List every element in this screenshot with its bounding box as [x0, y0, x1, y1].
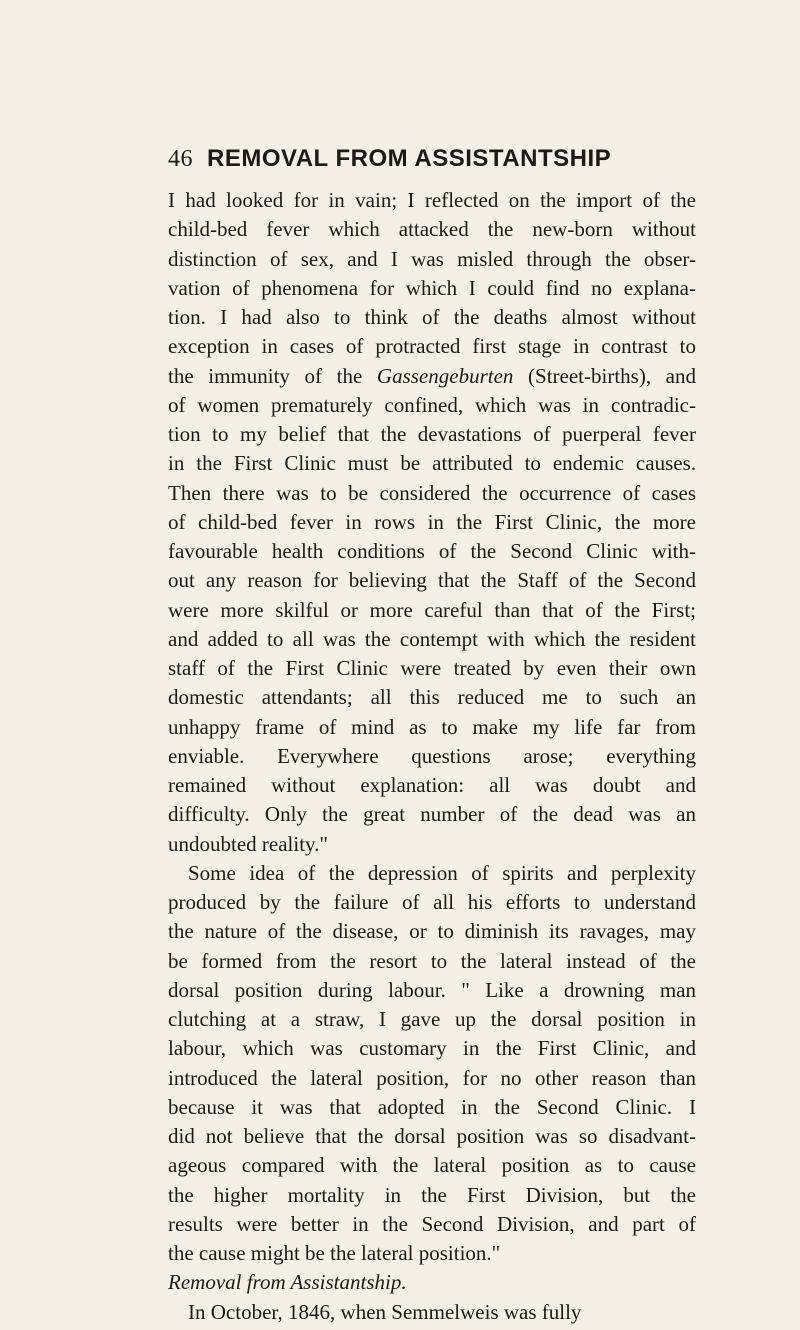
text-line: exception in cases of protracted first stage in contrast to [168, 334, 696, 359]
text-line [168, 362, 696, 391]
text-line: remained without explanation: all was doubt and [168, 773, 696, 797]
text-line: and added to all was the contempt with which the resident [168, 626, 696, 651]
text-line: because it was that adopted in the Second Clinic. I [168, 1094, 696, 1119]
paragraph-1 [168, 186, 696, 859]
text-line: of women prematurely confined, which was in contradic- [168, 392, 696, 417]
text-line: be formed from the resort to the lateral instead of the [168, 948, 696, 973]
text-line: results were better in the Second Division, and part of [168, 1211, 696, 1236]
text-line: in the First Clinic must be attributed to endemic causes. [168, 451, 696, 476]
text-line: out any reason for believing that the Staff of the Second [168, 568, 696, 593]
text-line: labour, which was customary in the First Clinic, and [168, 1036, 696, 1061]
text-line: staff of the First Clinic were treated by even their own [168, 656, 696, 680]
paragraph-2 [168, 859, 696, 1269]
text-line: difficulty. Only the great number of the dead was an [168, 802, 696, 827]
text-line: did not believe that the dorsal position was so disadvant- [168, 1124, 696, 1148]
text-line: were more skilful or more careful than that of the First; [168, 597, 696, 622]
text-line: child-bed fever which attacked the new-born without [168, 217, 696, 242]
text-segment: (Street-births), and [513, 363, 696, 388]
text-line: dorsal position during labour. " Like a drowning man [168, 977, 696, 1002]
running-title: REMOVAL FROM ASSISTANTSHIP [207, 145, 612, 172]
text-line: the nature of the disease, or to diminish its ravages, may [168, 919, 696, 944]
text-line: produced by the failure of all his efforts to understand [168, 890, 696, 914]
text-line: Then there was to be considered the occurrence of cases [168, 480, 696, 505]
text-line: tion. I had also to think of the deaths almost without [168, 305, 696, 329]
text-line: undoubted reality." [168, 831, 329, 856]
text-line: In October, 1846, when Semmelweis was fully [188, 1299, 582, 1324]
text-line: the cause might be the lateral position." [168, 1241, 501, 1265]
body-text [168, 186, 696, 1327]
text-line: the higher mortality in the First Division, but the [168, 1182, 696, 1207]
text-line: domestic attendants; all this reduced me to such an [168, 685, 696, 710]
running-header [168, 145, 611, 173]
paragraph-3 [168, 1298, 696, 1327]
text-line: ageous compared with the lateral position as to cause [168, 1153, 696, 1178]
text-segment: the immunity of the [168, 363, 377, 388]
text-line: introduced the lateral position, for no other reason than [168, 1065, 696, 1090]
page-number: 46 [168, 146, 193, 172]
text-line: I had looked for in vain; I reflected on the import of the [168, 188, 696, 212]
text-line: of child-bed fever in rows in the First Clinic, the more [168, 509, 696, 534]
text-line: Some idea of the depression of spirits and perplexity [188, 860, 696, 885]
text-line: vation of phenomena for which I could find no explana- [168, 275, 696, 300]
italic-term: Gassengeburten [376, 363, 514, 388]
text-line: tion to my belief that the devastations of puerperal fever [168, 422, 696, 446]
text-line: distinction of sex, and I was misled through the obser- [168, 246, 696, 271]
text-line: favourable health conditions of the Second Clinic with- [168, 539, 696, 563]
text-line: enviable. Everywhere questions arose; everything [168, 743, 696, 768]
text-line: clutching at a straw, I gave up the dorsal position in [168, 1007, 696, 1031]
text-line: unhappy frame of mind as to make my life far from [168, 714, 696, 739]
section-heading: Removal from Assistantship. [168, 1270, 407, 1295]
